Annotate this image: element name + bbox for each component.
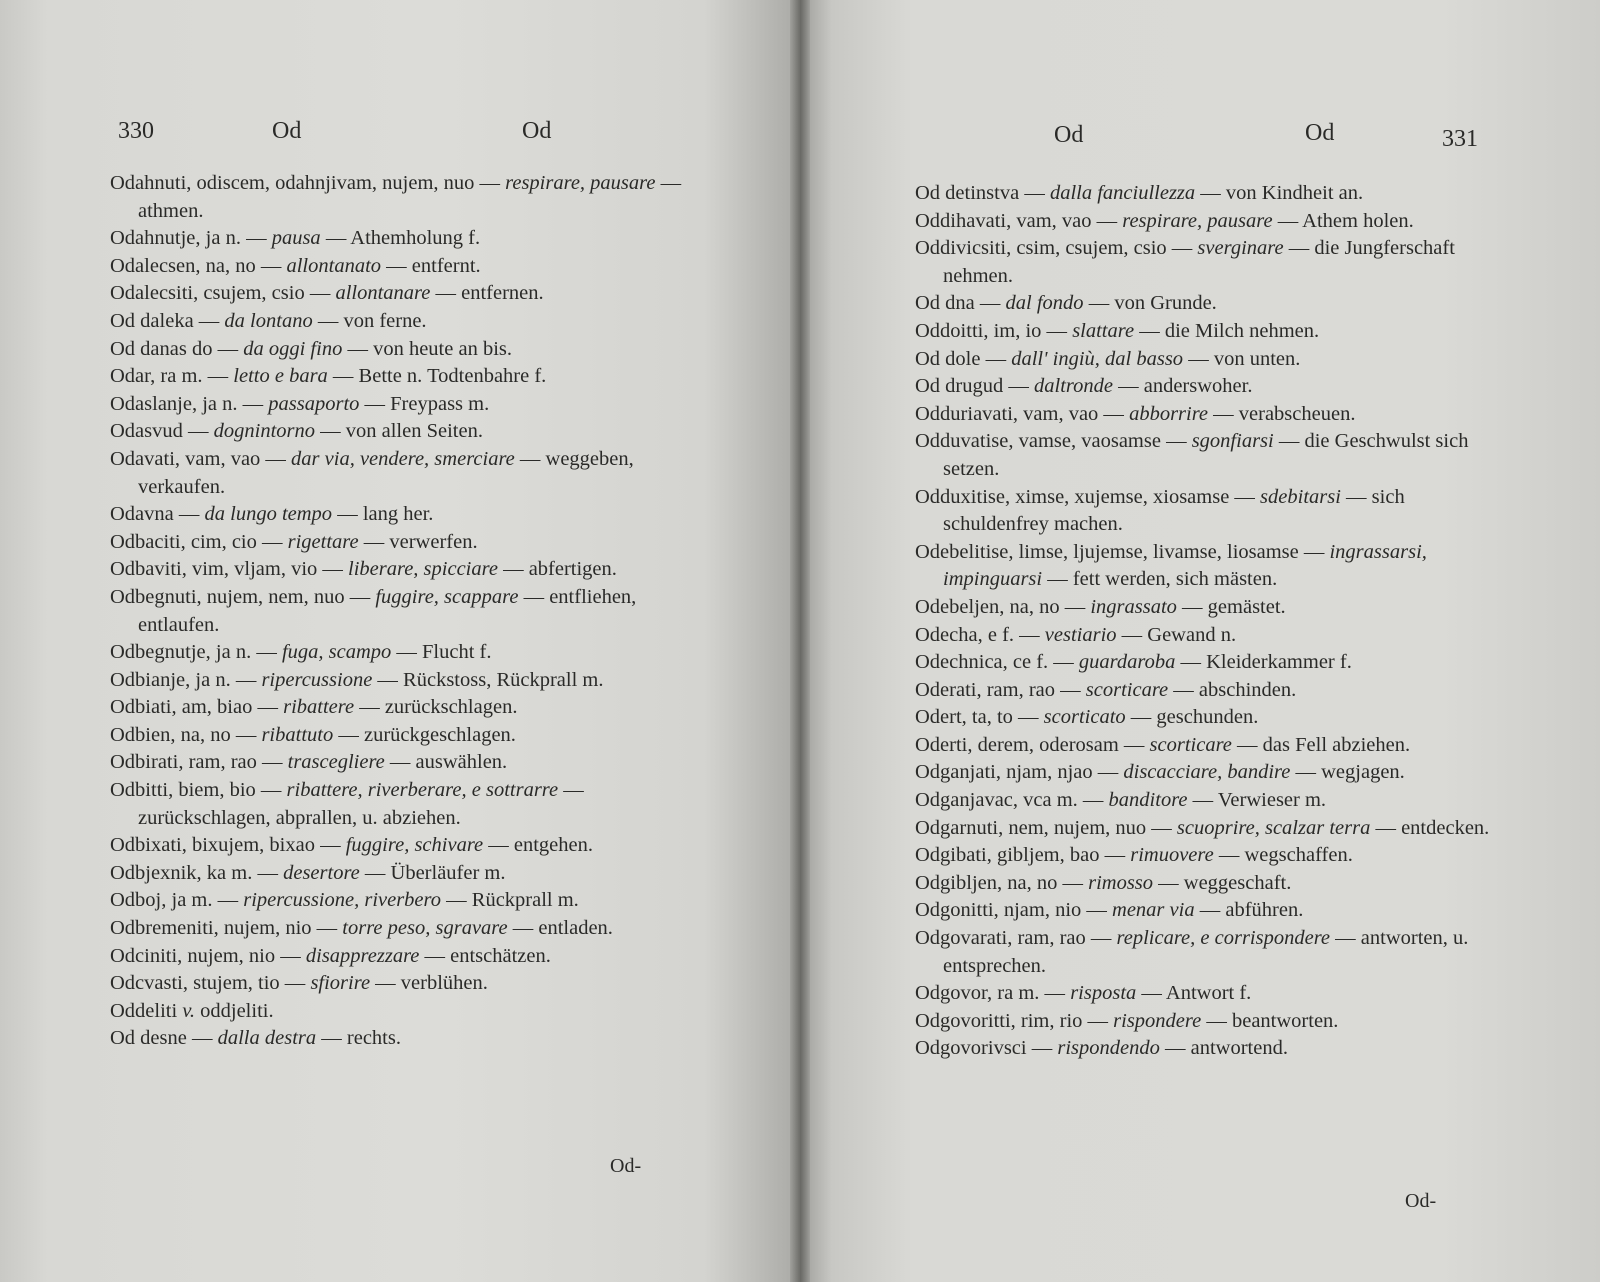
entry-german: — Kleiderkammer f. xyxy=(1175,651,1352,674)
entry-headword: Odcvasti, stujem, tio — xyxy=(110,972,311,995)
entry-german: — zurückgeschlagen. xyxy=(333,723,516,746)
entry-german: — rechts. xyxy=(316,1027,401,1050)
entry-headword: Oddeliti xyxy=(110,999,183,1022)
entry-italian: da oggi fino xyxy=(243,337,343,360)
entry-german: — verblühen. xyxy=(370,972,488,995)
entry-italian: pausa xyxy=(271,227,321,250)
entry-headword: Odbegnutje, ja n. — xyxy=(110,641,282,664)
entry-german: oddjeliti. xyxy=(195,999,274,1022)
right-page xyxy=(800,0,1600,1282)
dictionary-entry xyxy=(110,584,690,639)
dictionary-entry xyxy=(915,484,1495,539)
entry-headword: Odbremeniti, nujem, nio — xyxy=(110,917,343,940)
entry-italian: replicare, e corrispondere xyxy=(1116,927,1331,950)
right-page-header xyxy=(800,118,1600,152)
dictionary-entry xyxy=(915,290,1495,318)
entry-german: — von Grunde. xyxy=(1083,292,1217,315)
entry-german: — die Geschwulst sich setzen. xyxy=(943,430,1469,480)
dictionary-entry xyxy=(110,391,690,419)
dictionary-entry xyxy=(915,980,1495,1008)
entry-german: — die Jungferschaft nehmen. xyxy=(943,237,1455,287)
entry-italian: disapprezzare xyxy=(305,944,420,967)
entry-headword: Odbien, na, no — xyxy=(110,723,262,746)
dictionary-entry xyxy=(110,418,690,446)
dictionary-entry xyxy=(110,722,690,750)
entry-italian: scorticare xyxy=(1149,733,1232,756)
entry-headword: Odbitti, biem, bio — xyxy=(110,779,287,802)
dictionary-entry xyxy=(915,208,1495,236)
dictionary-entry xyxy=(915,842,1495,870)
entry-german: — von allen Seiten. xyxy=(315,420,483,443)
entry-headword: Odbjexnik, ka m. — xyxy=(110,861,284,884)
dictionary-entry xyxy=(915,787,1495,815)
entry-headword: Odahnuti, odiscem, odahnjivam, nujem, nuo — xyxy=(110,172,506,194)
entry-headword: Odalecsen, na, no — xyxy=(110,254,287,277)
entry-german: — von ferne. xyxy=(312,309,427,332)
entry-headword: Od drugud — xyxy=(915,375,1035,398)
entry-italian: fuggire, schivare xyxy=(345,834,484,857)
entry-german: — zurückschlagen. xyxy=(354,696,518,719)
entry-german: — entschätzen. xyxy=(419,944,551,967)
entry-headword: Odbegnuti, nujem, nem, nuo — xyxy=(110,585,376,608)
entry-headword: Odbirati, ram, rao — xyxy=(110,751,288,774)
entry-headword: Odaslanje, ja n. — xyxy=(110,392,269,415)
entry-italian: respirare, pausare xyxy=(1122,209,1273,232)
dictionary-entry xyxy=(915,649,1495,677)
entry-headword: Od dole — xyxy=(915,347,1012,370)
entry-headword: Odecha, e f. — xyxy=(915,623,1045,646)
right-catchword: Od- xyxy=(1405,1190,1437,1212)
entry-german: — antworten, u. entsprechen. xyxy=(943,927,1469,977)
entry-italian: dalla destra xyxy=(217,1027,317,1050)
entry-headword: Odasvud — xyxy=(110,420,214,443)
entry-german: — zurückschlagen, abprallen, u. abziehen. xyxy=(138,779,584,829)
entry-italian: ingrassato xyxy=(1090,595,1177,618)
entry-headword: Odechnica, ce f. — xyxy=(915,651,1079,674)
entry-italian: rigettare xyxy=(287,530,359,553)
entry-italian: ribattuto xyxy=(261,723,334,746)
dictionary-entry xyxy=(110,308,690,336)
entry-italian: vestiario xyxy=(1044,623,1117,646)
entry-german: — fett werden, sich mästen. xyxy=(1042,568,1278,591)
entry-german: — entgehen. xyxy=(483,834,594,857)
dictionary-entry xyxy=(915,235,1495,290)
entry-italian: trascegliere xyxy=(287,751,385,774)
dictionary-entry xyxy=(110,225,690,253)
entry-italian: banditore xyxy=(1108,789,1188,812)
left-page-header xyxy=(0,118,800,148)
entry-headword: Odbixati, bixujem, bixao — xyxy=(110,834,346,857)
entry-german: — athmen. xyxy=(138,172,682,222)
entry-italian: fuggire, scappare xyxy=(375,585,519,608)
dictionary-entry xyxy=(110,336,690,364)
dictionary-entry xyxy=(110,363,690,391)
entry-headword: Oderati, ram, rao — xyxy=(915,678,1086,701)
dictionary-entry xyxy=(915,1008,1495,1036)
entry-headword: Odbaciti, cim, cio — xyxy=(110,530,288,553)
entry-headword: Odavati, vam, vao — xyxy=(110,447,292,470)
entry-italian: rimuovere xyxy=(1130,844,1214,867)
dictionary-entry xyxy=(110,1025,690,1053)
entry-headword: Odbaviti, vim, vljam, vio — xyxy=(110,558,349,581)
dictionary-entry xyxy=(915,180,1495,208)
entry-italian: daltronde xyxy=(1034,375,1113,398)
entry-german: — antwortend. xyxy=(1159,1037,1288,1060)
entry-italian: discacciare, bandire xyxy=(1123,761,1291,784)
entry-headword: Oderti, derem, oderosam — xyxy=(915,733,1150,756)
entry-headword: Odboj, ja m. — xyxy=(110,889,244,912)
entry-headword: Odbiati, am, biao — xyxy=(110,696,284,719)
entry-italian: ripercussione, riverbero xyxy=(243,889,442,912)
entry-headword: Odbianje, ja n. — xyxy=(110,668,262,691)
dictionary-entry xyxy=(915,1035,1495,1063)
entry-german: — entfernt. xyxy=(381,254,481,277)
entry-headword: Oddihavati, vam, vao — xyxy=(915,209,1123,232)
left-entry-list xyxy=(110,170,690,1053)
entry-headword: Odgovor, ra m. — xyxy=(915,982,1071,1005)
entry-italian: desertore xyxy=(283,861,360,884)
entry-german: — Flucht f. xyxy=(391,641,492,664)
entry-german: — entdecken. xyxy=(1370,816,1490,839)
dictionary-entry xyxy=(110,915,690,943)
entry-italian: dal fondo xyxy=(1005,292,1084,315)
entry-german: — von heute an bis. xyxy=(342,337,512,360)
entry-headword: Odgovorivsci — xyxy=(915,1037,1058,1060)
dictionary-entry xyxy=(110,777,690,832)
dictionary-entry xyxy=(915,428,1495,483)
entry-german: — wegjagen. xyxy=(1290,761,1405,784)
left-running-head-2: Od xyxy=(522,118,552,144)
entry-german: — entfliehen, entlaufen. xyxy=(138,585,637,636)
dictionary-entry xyxy=(915,594,1495,622)
entry-headword: Odganjavac, vca m. — xyxy=(915,789,1109,812)
entry-headword: Od detinstva — xyxy=(915,182,1050,204)
entry-german: — das Fell abziehen. xyxy=(1231,733,1411,756)
entry-german: — abschinden. xyxy=(1168,678,1297,701)
entry-headword: Odduxitise, ximse, xujemse, xiosamse — xyxy=(915,485,1261,508)
entry-german: — Überläufer m. xyxy=(359,861,506,884)
entry-italian: ribattere, riverberare, e sottrarre xyxy=(286,779,559,802)
entry-german: — Gewand n. xyxy=(1116,623,1237,646)
dictionary-entry xyxy=(110,667,690,695)
entry-headword: Od daleka — xyxy=(110,309,225,332)
entry-headword: Oddivicsiti, csim, csujem, csio — xyxy=(915,237,1198,260)
entry-italian: scorticare xyxy=(1085,678,1169,701)
entry-italian: rispondendo xyxy=(1057,1037,1160,1060)
entry-german: — weggeschaft. xyxy=(1153,871,1292,894)
dictionary-entry xyxy=(110,446,690,501)
entry-german: — Athem holen. xyxy=(1272,209,1414,232)
entry-german: — von unten. xyxy=(1183,347,1301,370)
entry-italian: slattare xyxy=(1072,319,1135,342)
entry-italian: v. xyxy=(182,999,196,1022)
entry-german: — Antwort f. xyxy=(1136,982,1252,1005)
entry-german: — entfernen. xyxy=(430,282,544,305)
entry-headword: Odgovoritti, rim, rio — xyxy=(915,1009,1114,1032)
entry-headword: Odduvatise, vamse, vaosamse — xyxy=(915,430,1192,453)
left-catchword: Od- xyxy=(610,1155,642,1177)
entry-headword: Odar, ra m. — xyxy=(110,365,234,388)
dictionary-entry xyxy=(110,501,690,529)
dictionary-entry xyxy=(110,556,690,584)
dictionary-entry xyxy=(915,897,1495,925)
entry-italian: fuga, scampo xyxy=(281,641,392,664)
entry-italian: risposta xyxy=(1070,982,1137,1005)
dictionary-entry xyxy=(110,998,690,1026)
entry-headword: Od desne — xyxy=(110,1027,218,1050)
entry-italian: dognintorno xyxy=(213,420,316,443)
entry-headword: Odgovarati, ram, rao — xyxy=(915,927,1117,950)
dictionary-entry xyxy=(915,677,1495,705)
entry-italian: sdebitarsi xyxy=(1260,485,1341,508)
entry-italian: rimosso xyxy=(1088,871,1154,894)
entry-german: — Rückprall m. xyxy=(441,889,579,912)
dictionary-entry xyxy=(915,704,1495,732)
dictionary-entry xyxy=(110,694,690,722)
right-page-number: 331 xyxy=(1442,126,1478,152)
entry-italian: passaporto xyxy=(268,392,360,415)
dictionary-entry xyxy=(110,639,690,667)
entry-headword: Odganjati, njam, njao — xyxy=(915,761,1124,784)
dictionary-entry xyxy=(110,253,690,281)
dictionary-entry xyxy=(915,346,1495,374)
entry-italian: da lontano xyxy=(224,309,313,332)
left-running-head-1: Od xyxy=(272,118,302,144)
entry-italian: sfiorire xyxy=(310,972,371,995)
entry-headword: Od dna — xyxy=(915,292,1006,315)
entry-italian: da lungo tempo xyxy=(204,503,333,526)
entry-german: — wegschaffen. xyxy=(1213,844,1353,867)
entry-german: — entladen. xyxy=(507,917,613,940)
dictionary-entry xyxy=(915,732,1495,760)
entry-headword: Oddoitti, im, io — xyxy=(915,319,1073,342)
entry-italian: dar via, vendere, smerciare xyxy=(291,447,515,470)
entry-italian: dall' ingiù, dal basso xyxy=(1011,347,1184,370)
entry-headword: Odduriavati, vam, vao — xyxy=(915,402,1130,425)
entry-german: — lang her. xyxy=(332,503,434,526)
entry-headword: Odebelitise, limse, ljujemse, livamse, liosamse — xyxy=(915,540,1330,563)
dictionary-entry xyxy=(915,373,1495,401)
entry-german: — Bette n. Todtenbahre f. xyxy=(327,365,547,388)
entry-italian: menar via xyxy=(1112,899,1195,922)
entry-italian: rispondere xyxy=(1113,1009,1202,1032)
left-page-number: 330 xyxy=(118,118,154,144)
entry-italian: liberare, spicciare xyxy=(348,558,498,581)
right-running-head-2: Od xyxy=(1305,120,1335,146)
entry-german: — von Kindheit an. xyxy=(1195,182,1364,204)
dictionary-entry xyxy=(110,943,690,971)
entry-german: — anderswoher. xyxy=(1112,375,1253,398)
entry-german: — abführen. xyxy=(1194,899,1304,922)
dictionary-entry xyxy=(915,318,1495,346)
entry-german: — verabscheuen. xyxy=(1208,402,1356,425)
dictionary-entry xyxy=(110,170,690,225)
entry-headword: Odciniti, nujem, nio — xyxy=(110,944,306,967)
dictionary-entry xyxy=(110,749,690,777)
dictionary-entry xyxy=(110,280,690,308)
entry-german: — Rückstoss, Rückprall m. xyxy=(372,668,604,691)
entry-german: — die Milch nehmen. xyxy=(1134,319,1320,342)
entry-german: — geschunden. xyxy=(1125,706,1259,729)
entry-italian: dalla fanciullezza xyxy=(1049,182,1196,204)
entry-italian: allontanato xyxy=(286,254,382,277)
entry-headword: Od danas do — xyxy=(110,337,244,360)
entry-headword: Odavna — xyxy=(110,503,205,526)
dictionary-entry xyxy=(915,759,1495,787)
entry-headword: Odert, ta, to — xyxy=(915,706,1044,729)
dictionary-entry xyxy=(915,925,1495,980)
dictionary-entry xyxy=(915,622,1495,650)
entry-headword: Odebeljen, na, no — xyxy=(915,595,1091,618)
right-running-head-1: Od xyxy=(1054,122,1084,148)
entry-italian: abborrire xyxy=(1129,402,1209,425)
entry-german: — sich schuldenfrey machen. xyxy=(943,485,1405,536)
entry-german: — Verwieser m. xyxy=(1187,789,1327,812)
dictionary-entry xyxy=(110,887,690,915)
right-entry-list xyxy=(915,180,1495,1063)
entry-italian: scorticato xyxy=(1043,706,1126,729)
entry-italian: letto e bara xyxy=(233,365,328,388)
entry-german: — Athemholung f. xyxy=(320,227,481,250)
entry-headword: Odalecsiti, csujem, csio — xyxy=(110,282,336,305)
dictionary-entry xyxy=(110,529,690,557)
entry-german: — auswählen. xyxy=(384,751,508,774)
dictionary-entry xyxy=(915,815,1495,843)
dictionary-entry xyxy=(110,860,690,888)
dictionary-entry xyxy=(110,970,690,998)
entry-german: — verwerfen. xyxy=(358,530,478,553)
dictionary-entry xyxy=(915,870,1495,898)
entry-italian: torre peso, sgravare xyxy=(342,917,508,940)
entry-german: — gemästet. xyxy=(1176,595,1286,618)
entry-italian: ripercussione xyxy=(261,668,373,691)
entry-headword: Odgibati, gibljem, bao — xyxy=(915,844,1131,867)
entry-italian: scuoprire, scalzar terra xyxy=(1176,816,1371,839)
book-gutter xyxy=(790,0,810,1282)
dictionary-entry xyxy=(915,539,1495,594)
dictionary-entry xyxy=(110,832,690,860)
dictionary-entry xyxy=(915,401,1495,429)
entry-headword: Odahnutje, ja n. — xyxy=(110,227,272,250)
entry-german: — weggeben, verkaufen. xyxy=(138,447,634,498)
entry-german: — beantworten. xyxy=(1201,1009,1339,1032)
entry-german: — Freypass m. xyxy=(359,392,490,415)
entry-headword: Odgarnuti, nem, nujem, nuo — xyxy=(915,816,1177,839)
entry-italian: allontanare xyxy=(335,282,431,305)
entry-italian: sverginare xyxy=(1197,237,1284,260)
entry-italian: sgonfiarsi xyxy=(1191,430,1274,453)
entry-german: — abfertigen. xyxy=(497,558,617,581)
entry-italian: guardaroba xyxy=(1078,651,1176,674)
entry-italian: ribattere xyxy=(283,696,355,719)
entry-italian: respirare, pausare xyxy=(505,172,656,194)
entry-headword: Odgonitti, njam, nio — xyxy=(915,899,1113,922)
entry-headword: Odgibljen, na, no — xyxy=(915,871,1089,894)
entry-italian: ingrassarsi, impinguarsi xyxy=(943,540,1427,591)
